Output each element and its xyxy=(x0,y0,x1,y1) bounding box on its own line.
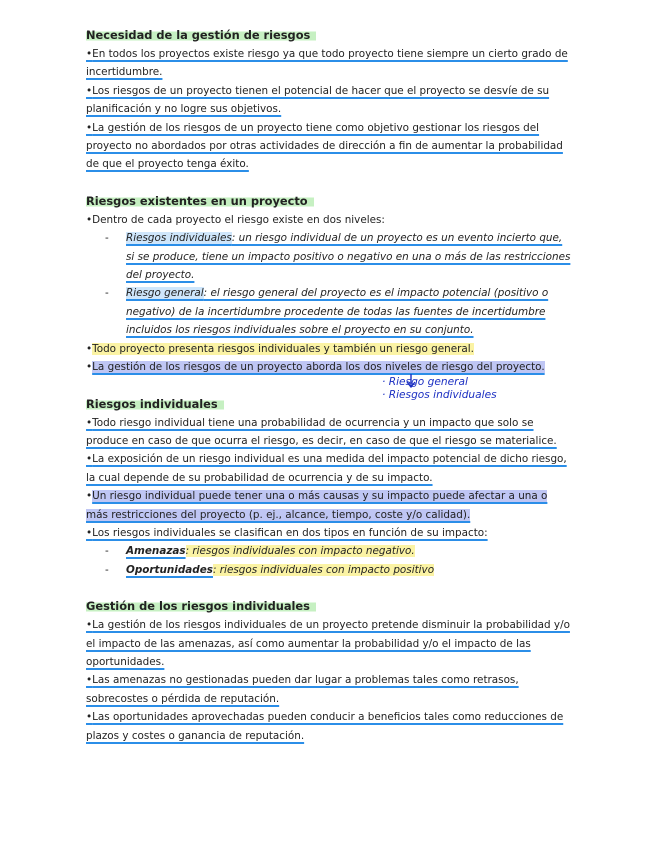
section-gestion-individuales xyxy=(86,595,572,745)
term: Amenazas xyxy=(126,545,186,558)
bullet: • La exposición de un riesgo individual es una medida del impacto potencial de dicho riesgo, la cual depende de su probabilidad de ocurrencia y de su impacto. xyxy=(86,450,572,487)
section-necesidad xyxy=(86,24,572,174)
term: Riesgo general xyxy=(126,287,204,300)
highlight-text: Un riesgo individual puede tener una o más causas y su impacto puede afectar a una o más restricciones del proyecto (p. ej., alcance, tiempo, coste y/o calidad). xyxy=(86,490,548,521)
dash: - xyxy=(105,287,109,300)
handwritten-line: · Riesgo general xyxy=(382,376,468,388)
section-riesgos-existentes xyxy=(86,190,572,377)
section-title: Riesgos existentes en un proyecto xyxy=(86,194,314,208)
bullet xyxy=(86,358,572,376)
bullet: • Dentro de cada proyecto el riesgo existe en dos niveles: xyxy=(86,211,572,229)
section-title: Riesgos individuales xyxy=(86,397,224,411)
dash: - xyxy=(105,563,109,576)
bullet: • Todo riesgo individual tiene una probabilidad de ocurrencia y un impacto que solo se produce en caso de que ocurra el riesgo, es decir, en caso de que el riesgo se materialice. xyxy=(86,414,572,451)
sub-text: : un riesgo individual de un proyecto es un evento incierto que, si se produce, tiene un impacto positivo o negativo en una o más de las restricciones del proyecto. xyxy=(126,232,571,282)
highlight-text: Todo proyecto presenta riesgos individuales y también un riesgo general. xyxy=(92,342,474,355)
bullet: • Los riesgos individuales se clasifican en dos tipos en función de su impacto: xyxy=(86,524,572,542)
sub-text: : riesgos individuales con impacto negativo. xyxy=(185,545,415,558)
bullet: • En todos los proyectos existe riesgo ya que todo proyecto tiene siempre un cierto grado de incertidumbre. xyxy=(86,45,572,82)
handwritten-note xyxy=(382,376,497,402)
bullet xyxy=(86,487,572,524)
section-riesgos-individuales xyxy=(86,393,572,580)
sub-item xyxy=(86,561,572,579)
bullet: • Los riesgos de un proyecto tienen el potencial de hacer que el proyecto se desvíe de su planificación y no logre sus objetivos. xyxy=(86,82,572,119)
bullet: • Las oportunidades aprovechadas pueden conducir a beneficios tales como reducciones de plazos y costes o ganancia de reputación. xyxy=(86,708,572,745)
sub-item xyxy=(86,542,572,560)
highlight-text: La gestión de los riesgos de un proyecto aborda los dos niveles de riesgo del proyecto. xyxy=(92,361,545,374)
sub-text: : riesgos individuales con impacto positivo xyxy=(212,563,435,576)
sub-item xyxy=(86,284,572,339)
bullet: • La gestión de los riesgos de un proyecto tiene como objetivo gestionar los riesgos del proyecto no abordados por otras actividades de dirección a fin de aumentar la probabilidad de que el proyecto tenga éxito. xyxy=(86,119,572,174)
dash: - xyxy=(105,545,109,558)
section-title: Gestión de los riesgos individuales xyxy=(86,599,316,613)
handwritten-line: · Riesgos individuales xyxy=(382,389,497,401)
bullet xyxy=(86,340,572,358)
bullet: • La gestión de los riesgos individuales de un proyecto pretende disminuir la probabilidad y/o el impacto de las amenazas, así como aumentar la probabilidad y/o el impacto de las oportunidades. xyxy=(86,616,572,671)
section-title: Necesidad de la gestión de riesgos xyxy=(86,28,316,42)
dash: - xyxy=(105,232,109,245)
term: Riesgos individuales xyxy=(126,232,232,245)
sub-item xyxy=(86,229,572,284)
notes-content xyxy=(86,24,572,761)
term: Oportunidades xyxy=(126,563,213,576)
sub-text: : el riesgo general del proyecto es el impacto potencial (positivo o negativo) de la incertidumbre procedente de todas las fuentes de incertidumbre incluidos los riesgos individuales sobre el proyecto en su conjunto. xyxy=(126,287,549,337)
bullet: • Las amenazas no gestionadas pueden dar lugar a problemas tales como retrasos, sobrecostes o pérdida de reputación. xyxy=(86,671,572,708)
